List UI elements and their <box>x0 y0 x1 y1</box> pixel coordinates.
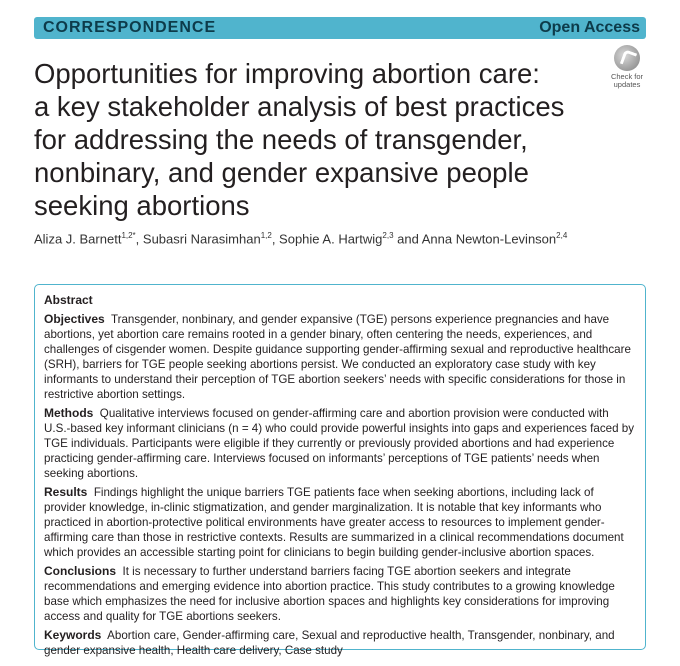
abstract-section-objectives <box>44 312 635 402</box>
author-affiliation: 2,3 <box>382 231 394 240</box>
author-name[interactable]: Sophie A. Hartwig <box>279 231 383 247</box>
section-label: Objectives <box>44 312 105 326</box>
article-type-label: CORRESPONDENCE <box>43 19 217 36</box>
section-text: Qualitative interviews focused on gender-affirming care and abortion provision were conducted with U.S.-based key informant clinicians (n = 4) who could provide powerful insights into gaps and experiences faced by TGE individuals. Participants were eligible if they currently or previously provided abortions and had experience practicing gender-affirming care. Interviews focused on informants’ perceptions of TGE patients’ needs when seeking abortions. <box>44 407 634 480</box>
author-list: Aliza J. Barnett$^{1,2*}$, Subasri Narasimhan$^{1,2}$, Sophie A. Hartwig$^{2,3}$ and Anna Newton-Levinson$^{2,4}$ <box>34 231 568 247</box>
title-line: seeking abortions <box>34 190 250 221</box>
title-line: for addressing the needs of transgender, <box>34 124 528 155</box>
section-label: Conclusions <box>44 564 117 578</box>
open-access-label: Open Access <box>539 19 640 36</box>
author-name[interactable]: Aliza J. Barnett <box>34 231 122 247</box>
section-label: Methods <box>44 406 94 420</box>
article-type-banner <box>34 17 646 39</box>
author-affiliation: 1,2* <box>121 231 136 240</box>
abstract-section-conclusions <box>44 564 635 624</box>
section-text: Abortion care, Gender-affirming care, Sexual and reproductive health, Transgender, nonbinary, and gender expansive health, Health care delivery, Case study <box>44 629 615 657</box>
abstract-heading: Abstract <box>44 293 93 307</box>
check-for-updates-text: Check for updates <box>610 72 644 89</box>
article-title <box>34 57 604 222</box>
author-name[interactable]: Subasri Narasimhan <box>142 231 261 247</box>
author-name[interactable]: Anna Newton-Levinson <box>421 231 557 247</box>
section-text: It is necessary to further understand barriers facing TGE abortion seekers and integrate recommendations and emerging evidence into abortion practice. This study contributes to a growing knowledge base which emphasizes the need for inclusive abortion spaces and highlights key considerations for improving access and quality for TGE abortions seekers. <box>44 565 615 623</box>
abstract-box <box>34 284 646 657</box>
title-line: nonbinary, and gender expansive people <box>34 157 529 188</box>
section-label: Results <box>44 485 88 499</box>
section-text: Transgender, nonbinary, and gender expansive (TGE) persons experience pregnancies and have abortions, yet abortion care remains rooted in a gender binary, often centering the needs, experiences, and challenges of cisgender women. Despite guidance supporting gender-affirming sexual and reproductive healthcare (SRH), barriers for TGE people seeking abortions persist. We conducted an exploratory case study with key informants to understand their perception of TGE abortion seekers’ needs with specific considerations for those in restrictive abortion settings. <box>44 313 631 401</box>
section-text: Findings highlight the unique barriers TGE patients face when seeking abortions, including lack of provider knowledge, in-clinic stigmatization, and gender marginalization. It is notable that key informants who practiced in abortion-protective political environments have greater access to resources to implement gender-affirming care than those in restrictive contexts. Results are summarized in a clinical recommendations document which provides an accessible starting point for clinicians to begin building gender-inclusive abortion spaces. <box>44 486 624 559</box>
abstract-section-results <box>44 485 635 560</box>
title-line: Opportunities for improving abortion care: <box>34 58 540 89</box>
section-label: Keywords <box>44 628 102 642</box>
check-for-updates-badge[interactable] <box>606 45 648 89</box>
abstract-section-keywords <box>44 628 635 658</box>
author-affiliation: 1,2 <box>260 231 272 240</box>
abstract-section-methods <box>44 406 635 481</box>
author-affiliation: 2,4 <box>556 231 568 240</box>
title-line: a key stakeholder analysis of best practices <box>34 91 565 122</box>
check-for-updates-icon <box>614 45 640 71</box>
